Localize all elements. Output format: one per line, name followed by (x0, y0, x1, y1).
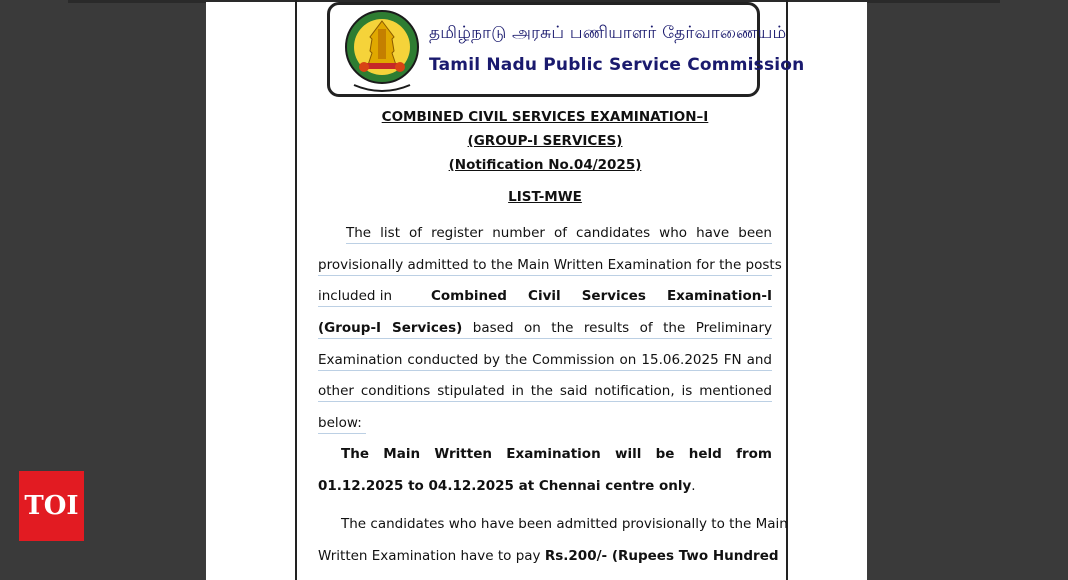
exam-title: COMBINED CIVIL SERVICES EXAMINATION–I (381, 109, 709, 125)
group-name-bold: (Group-I Services) (318, 320, 463, 336)
para1-line5: Examination conducted by the Commission on 15.06.2025 FN and (318, 350, 772, 371)
list-title: LIST-MWE (508, 189, 582, 205)
toi-logo: TOI (19, 471, 84, 541)
exam-name-bold: Combined Civil Services Examination-I (431, 288, 772, 304)
commission-name-tamil: தமிழ்நாடு அரசுப் பணியாளர் தேர்வாணையம் (429, 23, 787, 43)
para2-line2 (318, 476, 772, 496)
tamil-nadu-emblem-icon (342, 7, 422, 93)
para1-line6: other conditions stipulated in the said notification, is mentioned (318, 381, 772, 402)
commission-name-english: Tamil Nadu Public Service Commission (429, 55, 805, 75)
para2-line1 (341, 444, 772, 464)
para1-line1: The list of register number of candidates who have been (346, 223, 772, 244)
para1-line7: below: (318, 413, 366, 434)
exam-schedule-bold: The Main Written Examination will be held from (341, 446, 772, 462)
para1-line3 (318, 286, 772, 307)
background-right (868, 0, 1068, 580)
para3-line2 (318, 546, 779, 566)
services-title: (GROUP-I SERVICES) (467, 133, 623, 149)
exam-dates-bold: 01.12.2025 to 04.12.2025 at Chennai centre only (318, 478, 692, 494)
para3-line2-text: Written Examination have to pay (318, 548, 545, 564)
para1-line2: provisionally admitted to the Main Written Examination for the posts (318, 255, 772, 276)
para3-line1: The candidates who have been admitted provisionally to the Main (341, 516, 788, 532)
notification-number: (Notification No.04/2025) (448, 157, 642, 173)
para1-line4 (318, 318, 772, 339)
fee-amount-bold: Rs.200/- (Rupees Two Hundred (544, 548, 779, 564)
para1-line4-text: based on the results of the Preliminary (462, 320, 772, 336)
tnpsc-header-logo (327, 2, 805, 97)
para1-line3-text: included in (318, 288, 393, 304)
para2-period: . (691, 478, 696, 494)
